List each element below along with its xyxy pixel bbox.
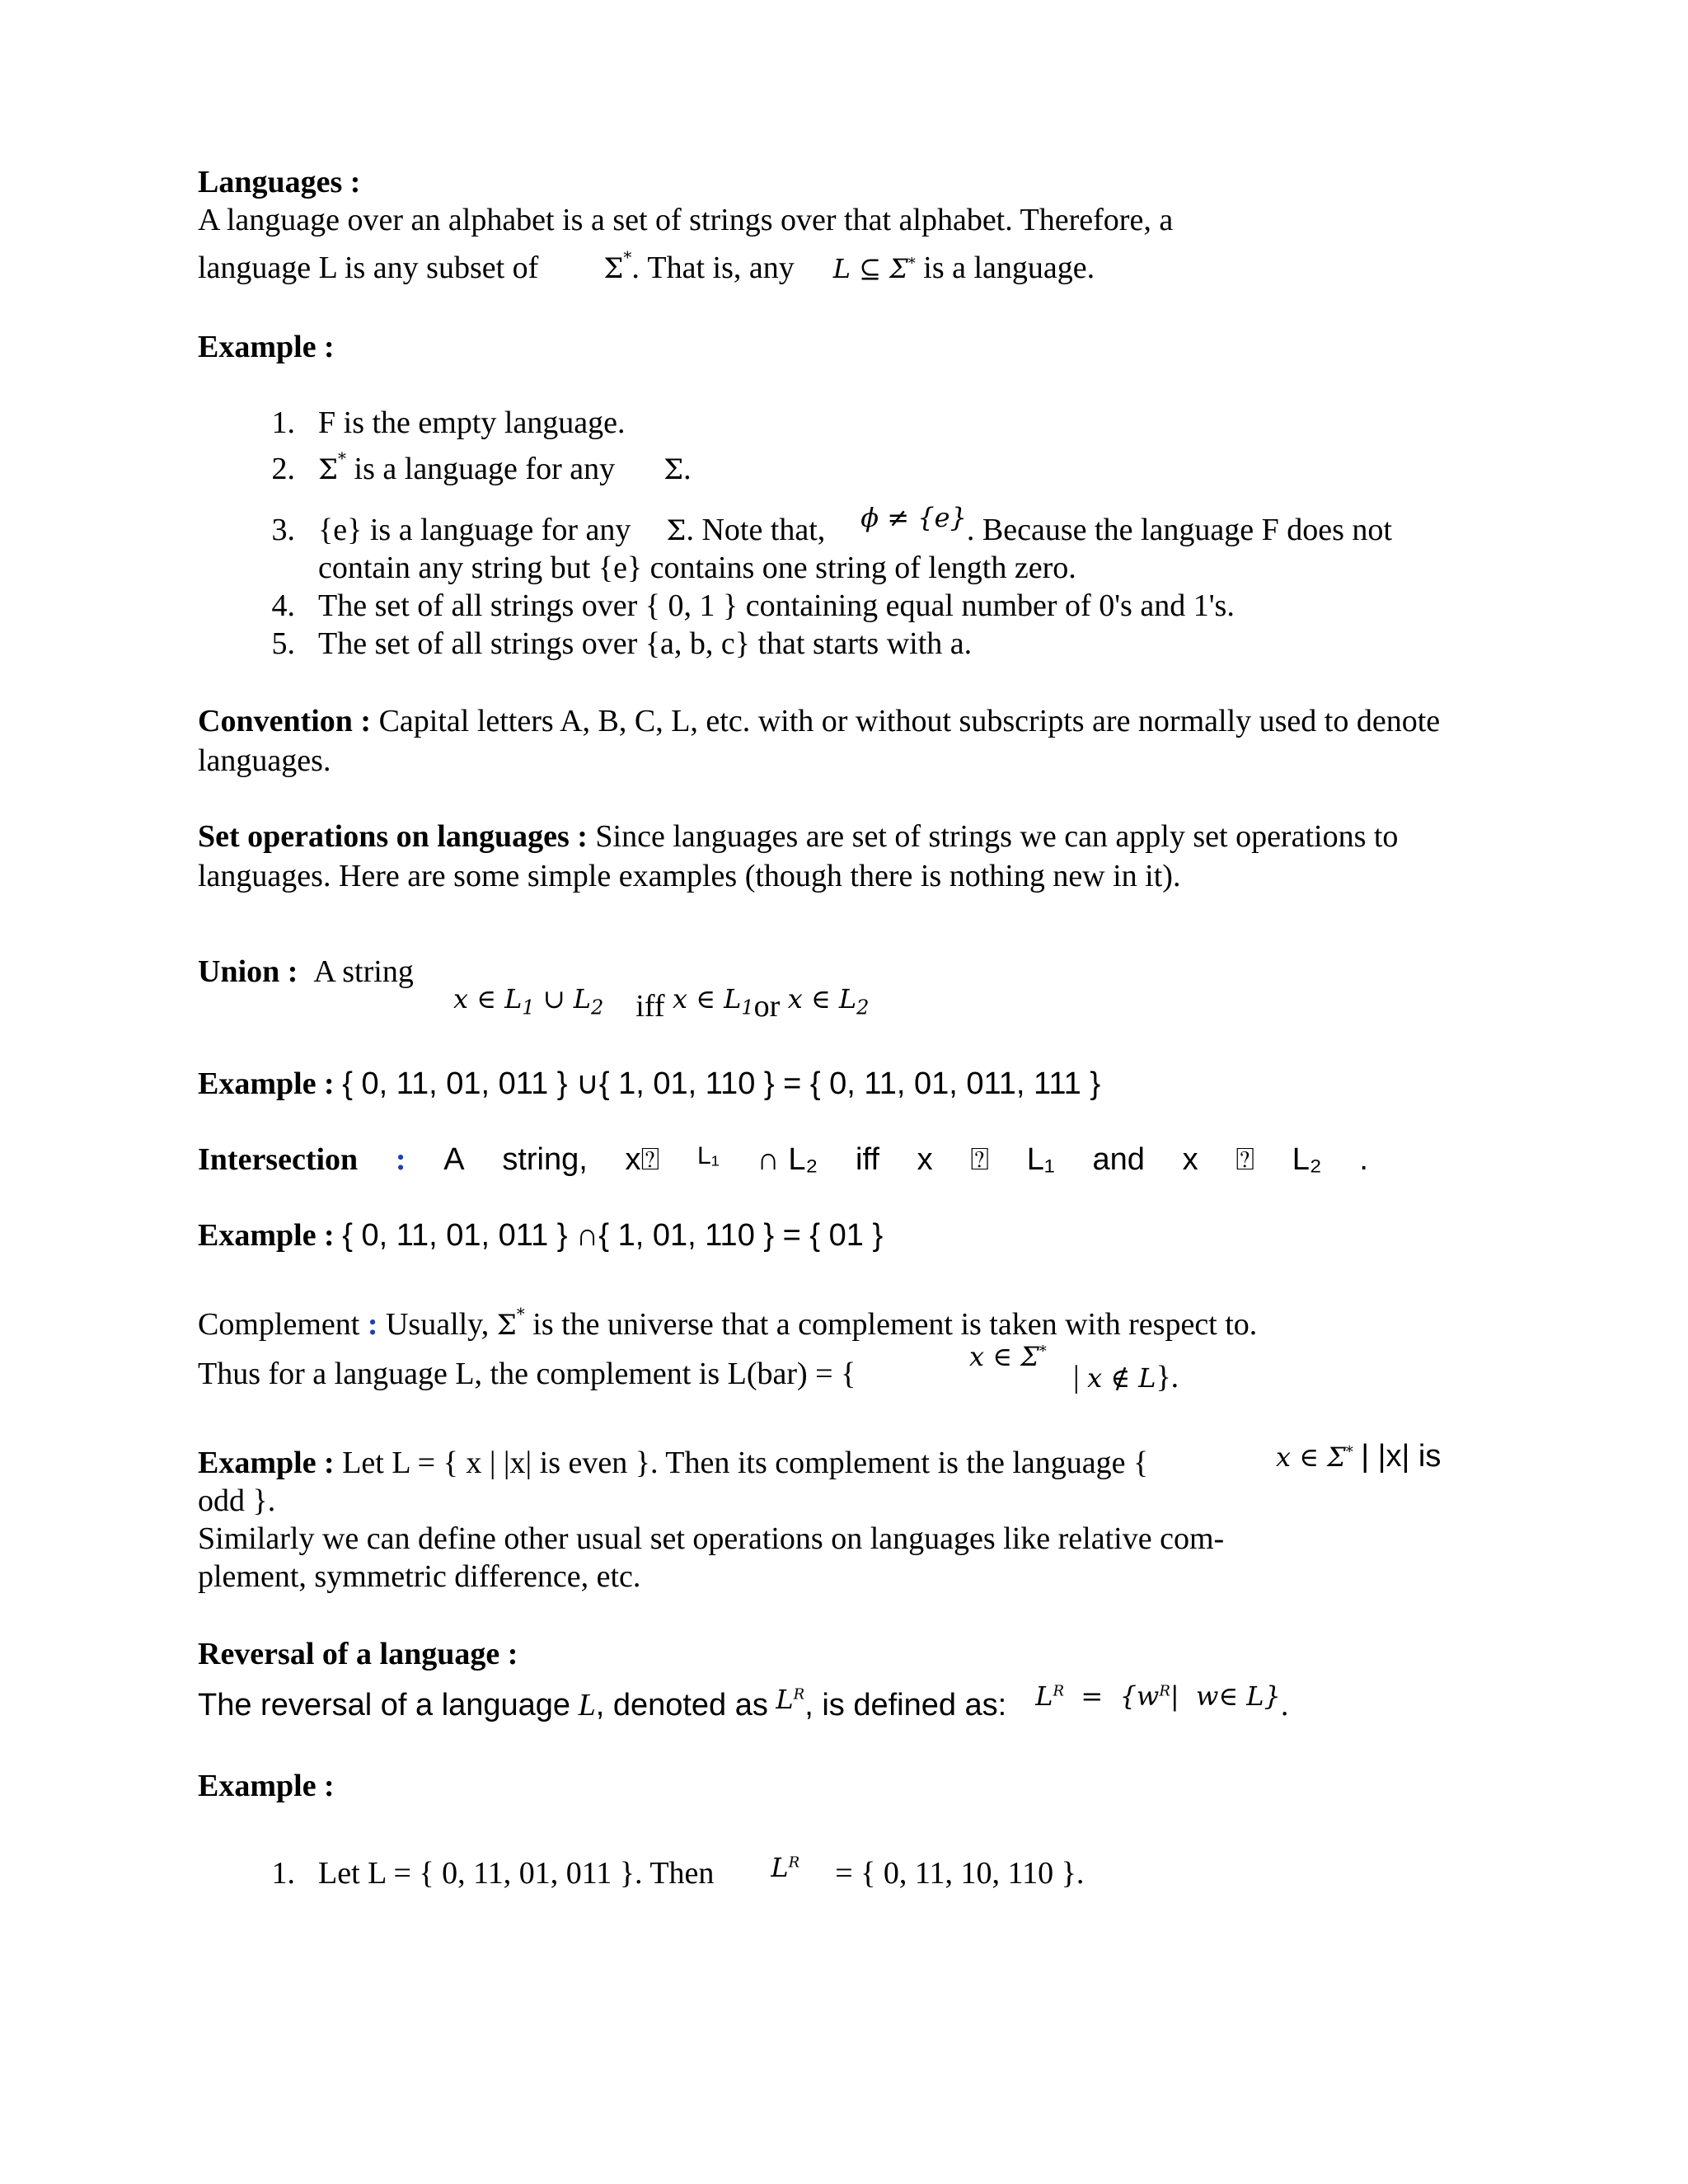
complement-line-2: Thus for a language L, the complement is L(bar) = { (198, 1357, 856, 1391)
union-line: Union : A string (198, 954, 414, 989)
list-item: 1. Let L = { 0, 11, 01, 011 }. Then $^{L^R}$ = { 0, 11, 10, 110 }. (271, 1852, 1085, 1891)
complement-set-builder: x ∈ Σ* (969, 1341, 1047, 1372)
subset-formula: L ⊆ Σ* (832, 253, 916, 284)
sigma-symbol: Σ (663, 453, 684, 486)
empty-not-equal-formula: ϕ ≠ {e} (860, 502, 967, 533)
sigma-star-symbol: Σ* (603, 246, 632, 285)
languages-line-1: A language over an alphabet is a set of strings over that alphabet. Therefore, a (198, 203, 1174, 237)
complement-example-line-4: plement, symmetric difference, etc. (198, 1559, 641, 1594)
complement-example-line-3: Similarly we can define other usual set operations on languages like relative com- (198, 1521, 1225, 1556)
sigma-star-symbol: Σ* (318, 448, 347, 486)
complement-example-line-2: odd }. (198, 1483, 276, 1518)
union-example: Example : { 0, 11, 01, 011 } ∪{ 1, 01, 110 } = { 0, 11, 01, 011, 111 } (198, 1066, 1101, 1101)
list-item: 3. {e} is a language for any Σ. Note that, $^{\phi \ne \{e\}}$. Because the language F does not (271, 502, 1392, 547)
complement-example-line-1: Example : Let L = { x | |x| is even }. Then its complement is the language { (198, 1446, 1149, 1480)
languages-heading: Languages : (198, 165, 361, 199)
sigma-symbol: Σ (666, 514, 687, 547)
convention-paragraph: Convention : Capital letters A, B, C, L, etc. with or without subscripts are normally used to denote languages. (198, 704, 1441, 778)
reversal-definition: The reversal of a language L, denoted as $^{L^R}$, is defined as: $^{L^R = \{w^R| w\in L\}}$. (198, 1680, 1289, 1722)
intersection-line: Intersection : A string, x⍰ L₁ ∩ L₂ iff x ⍰ L₁ and x ⍰ L₂ . (198, 1142, 1368, 1177)
list-item: 5. The set of all strings over {a, b, c} that starts with a. (271, 626, 973, 661)
intersection-example: Example : { 0, 11, 01, 011 } ∩{ 1, 01, 110 } = { 01 } (198, 1218, 884, 1253)
list-item: 2. Σ* is a language for any Σ. (271, 448, 692, 486)
sigma-star-symbol: Σ* (496, 1303, 525, 1342)
reversal-example-heading: Example : (198, 1769, 335, 1803)
languages-line-2: language L is any subset of Σ*. That is, any L ⊆ Σ* is a language. (198, 246, 1095, 285)
list-item: 1. F is the empty language. (271, 405, 626, 440)
complement-condition: | x ∉ L}. (1073, 1360, 1179, 1394)
example-heading-1: Example : (198, 330, 335, 364)
complement-example-formula: x ∈ Σ* | |x| is (1276, 1439, 1442, 1474)
complement-line-1: Complement : Usually, Σ* is the universe that a complement is taken with respect to. (198, 1303, 1258, 1342)
set-operations-paragraph: Set operations on languages : Since languages are set of strings we can apply set operations to languages. Here are some simple examples (though there is nothing new in it). (198, 819, 1399, 893)
list-item: 4. The set of all strings over { 0, 1 } containing equal number of 0's and 1's. (271, 588, 1235, 623)
union-formula: x ∈ $L_1$ ∪ $L_2$ iff x ∈ $L_1or$ x ∈ $L_2$ (453, 983, 870, 1024)
reversal-heading: Reversal of a language : (198, 1637, 518, 1671)
list-item-continuation: contain any string but {e} contains one string of length zero. (318, 551, 1076, 585)
